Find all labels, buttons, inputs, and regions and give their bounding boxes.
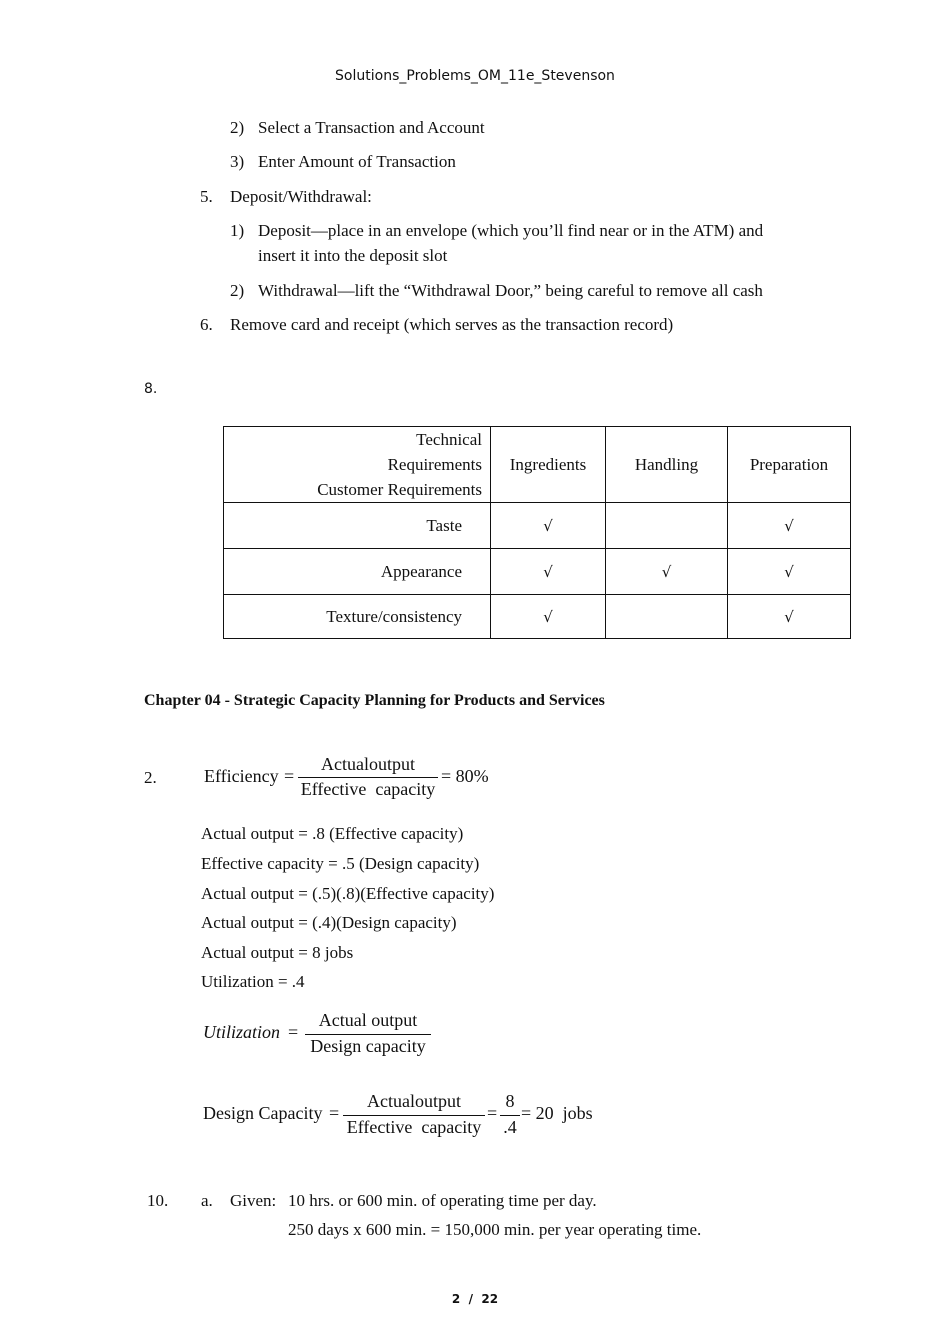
list-item <box>230 221 764 241</box>
check-cell: √ <box>606 549 728 595</box>
numerator: Actualoutput <box>321 754 415 774</box>
fraction <box>298 754 438 802</box>
equals-sign: = <box>487 1103 498 1123</box>
equation-lhs: Utilization <box>203 1022 281 1042</box>
table-corner-cell <box>224 427 491 503</box>
check-cell <box>606 595 728 639</box>
denominator: Effective capacity <box>300 779 436 799</box>
fraction <box>305 1010 431 1058</box>
fraction-bar <box>500 1115 520 1116</box>
equation-rhs: = 80% <box>441 766 489 786</box>
calc-line: Actual output = (.4)(Design capacity) <box>201 913 457 932</box>
corner-customer-requirements: Customer Requirements <box>317 480 482 499</box>
denominator: Design capacity <box>310 1036 426 1056</box>
table-row <box>224 549 851 595</box>
check-cell <box>606 503 728 549</box>
denominator: Effective capacity <box>346 1117 482 1137</box>
table-row <box>224 595 851 639</box>
equation-lhs: Design Capacity <box>203 1103 323 1123</box>
item-number: 5. <box>200 187 213 206</box>
column-header: Preparation <box>728 427 851 503</box>
page-header: Solutions_Problems_OM_11e_Stevenson <box>335 68 615 84</box>
item-text: Deposit—place in an envelope (which you’ll find near or in the ATM) and <box>258 221 764 240</box>
item-number: 2) <box>230 281 245 300</box>
check-cell: √ <box>728 503 851 549</box>
fraction-bar <box>343 1115 485 1116</box>
item-text: Deposit/Withdrawal: <box>230 187 372 206</box>
page-number-text: 2 / 22 <box>451 1292 499 1306</box>
fraction-bar <box>305 1034 431 1035</box>
equation-lhs: Efficiency <box>204 766 279 786</box>
page-number <box>0 1292 950 1306</box>
numerator: Actualoutput <box>367 1091 461 1111</box>
item-text: Remove card and receipt (which serves as the transaction record) <box>230 315 674 334</box>
item-number: 1) <box>230 221 245 240</box>
check-cell: √ <box>491 549 606 595</box>
fraction <box>343 1091 485 1139</box>
list-item <box>230 118 485 138</box>
given-line: 250 days x 600 min. = 150,000 min. per year operating time. <box>288 1220 702 1239</box>
row-header: Taste <box>224 503 491 549</box>
equals-sign: = <box>329 1103 340 1123</box>
calc-line: Utilization = .4 <box>201 972 305 991</box>
equation-rhs: = 20 jobs <box>521 1103 593 1123</box>
row-header: Texture/consistency <box>224 595 491 639</box>
part-label: a. <box>201 1191 213 1210</box>
denominator: .4 <box>503 1117 517 1137</box>
corner-technical: Technical <box>416 430 482 449</box>
item-number: 3) <box>230 152 245 171</box>
item-text-continued: insert it into the deposit slot <box>258 246 448 265</box>
list-item <box>200 315 674 335</box>
column-header: Handling <box>606 427 728 503</box>
fraction <box>500 1091 520 1139</box>
table-row <box>224 503 851 549</box>
calc-line: Actual output = .8 (Effective capacity) <box>201 824 464 843</box>
numerator: 8 <box>505 1091 515 1111</box>
corner-requirements: Requirements <box>387 455 482 474</box>
qfd-table <box>223 426 851 639</box>
problem-number: 10. <box>147 1191 169 1210</box>
fraction-bar <box>298 777 438 778</box>
calc-line: Actual output = 8 jobs <box>201 943 354 962</box>
item-number: 2) <box>230 118 245 137</box>
row-header: Appearance <box>224 549 491 595</box>
list-item <box>230 152 456 172</box>
column-header: Ingredients <box>491 427 606 503</box>
equals-sign: = <box>284 766 295 786</box>
item-text: Enter Amount of Transaction <box>258 152 456 171</box>
problem-number: 8. <box>144 381 158 397</box>
item-number: 6. <box>200 315 213 334</box>
item-text: Select a Transaction and Account <box>258 118 485 137</box>
numerator: Actual output <box>318 1010 418 1030</box>
equals-sign: = <box>288 1022 299 1042</box>
given-label: Given: <box>230 1191 277 1210</box>
check-cell: √ <box>728 549 851 595</box>
list-item <box>230 281 763 301</box>
item-text: Withdrawal—lift the “Withdrawal Door,” being careful to remove all cash <box>258 281 763 300</box>
check-cell: √ <box>728 595 851 639</box>
check-cell: √ <box>491 595 606 639</box>
problem-number: 2. <box>144 768 157 787</box>
check-cell: √ <box>491 503 606 549</box>
table-header-row <box>224 427 851 503</box>
calc-line: Actual output = (.5)(.8)(Effective capacity) <box>201 884 495 903</box>
given-line: 10 hrs. or 600 min. of operating time per day. <box>288 1191 597 1210</box>
chapter-heading: Chapter 04 - Strategic Capacity Planning for Products and Services <box>144 692 605 709</box>
calc-line: Effective capacity = .5 (Design capacity) <box>201 854 480 873</box>
list-item <box>200 187 372 207</box>
